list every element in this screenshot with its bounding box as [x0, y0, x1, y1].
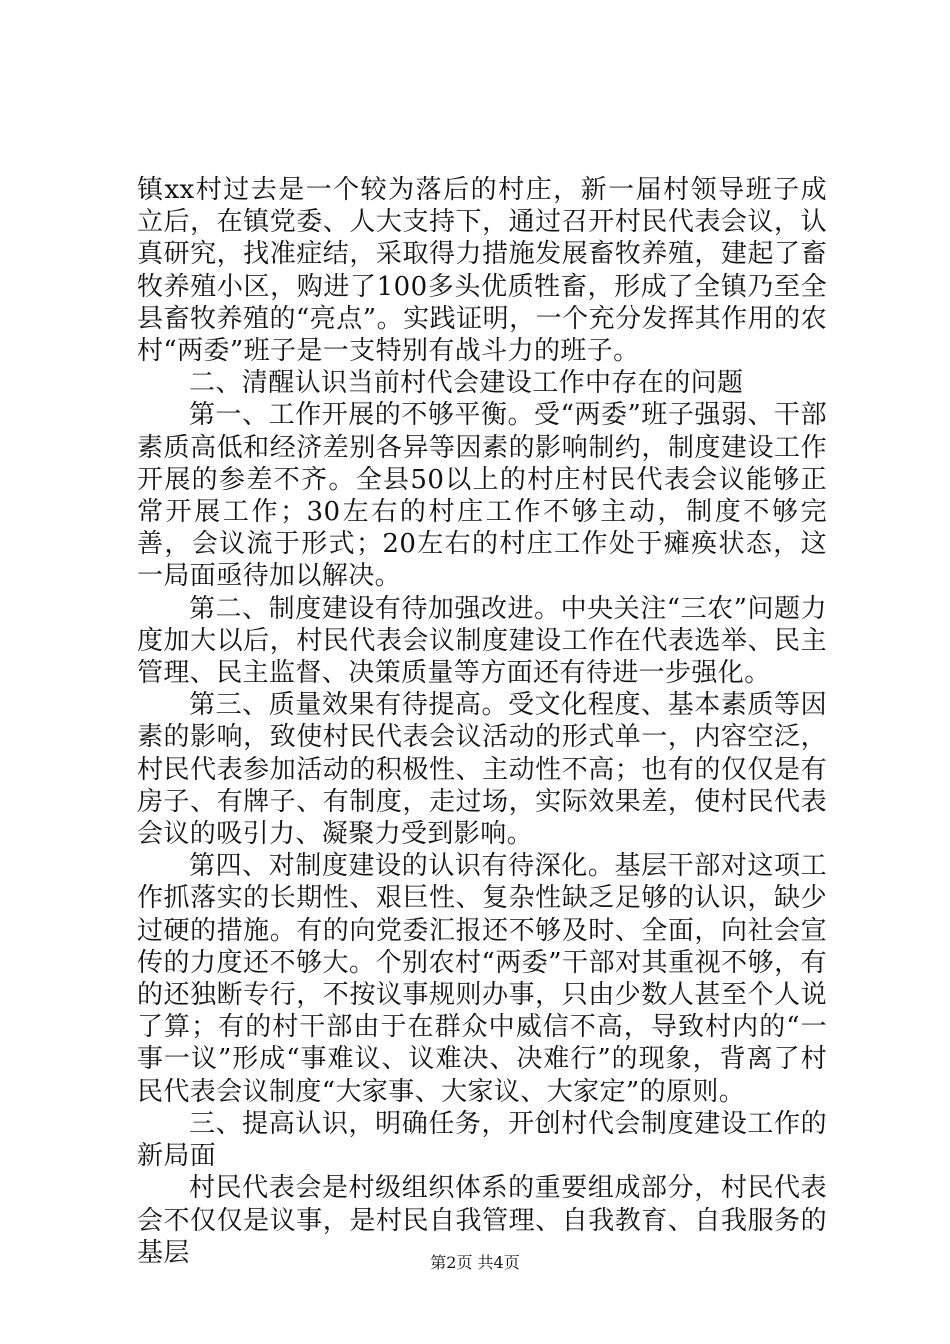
paragraph-point-3: 第三、质量效果有待提高。受文化程度、基本素质等因素的影响，致使村民代表会议活动的形式单一，内容空泛，村民代表参加活动的积极性、主动性不高；也有的仅仅是有房子、有牌子、有制度，走过场，实际效果差，使村民代表会议的吸引力、凝聚力受到影响。: [137, 690, 827, 850]
document-body: [137, 174, 827, 1269]
section-heading-3: 三、提高认识，明确任务，开创村代会制度建设工作的新局面: [137, 1108, 827, 1172]
page-number-footer: 第2页 共4页: [430, 1253, 520, 1272]
paragraph-closing: 村民代表会是村级组织体系的重要组成部分，村民代表会不仅仅是议事，是村民自我管理、自我教育、自我服务的基层: [137, 1173, 827, 1268]
section-heading-2: 二、清醒认识当前村代会建设工作中存在的问题: [189, 368, 744, 399]
paragraph-point-1: 第一、工作开展的不够平衡。受“两委”班子强弱、干部素质高低和经济差别各异等因素的影响制约，制度建设工作开展的参差不齐。全县50以上的村庄村民代表会议能够正常开展工作；30左右的村庄工作不够主动，制度不够完善，会议流于形式；20左右的村庄工作处于瘫痪状态，这一局面亟待加以解决。: [137, 400, 827, 592]
paragraph-point-4: 第四、对制度建设的认识有待深化。基层干部对这项工作抓落实的长期性、艰巨性、复杂性缺乏足够的认识，缺少过硬的措施。有的向党委汇报还不够及时、全面，向社会宣传的力度还不够大。个别农村“两委”干部对其重视不够，有的还独断专行，不按议事规则办事，只由少数人甚至个人说了算；有的村干部由于在群众中威信不高，导致村内的“一事一议”形成“事难议、议难决、决难行”的现象，背离了村民代表会议制度“大家事、大家议、大家定”的原则。: [137, 851, 827, 1107]
paragraph-intro: 镇xx村过去是一个较为落后的村庄，新一届村领导班子成立后，在镇党委、人大支持下，通过召开村民代表会议，认真研究，找准症结，采取得力措施发展畜牧养殖，建起了畜牧养殖小区，购进了100多头优质牲畜，形成了全镇乃至全县畜牧养殖的“亮点”。实践证明，一个充分发挥其作用的农村“两委”班子是一支特别有战斗力的班子。: [137, 175, 827, 367]
paragraph-point-2: 第二、制度建设有待加强改进。中央关注“三农”问题力度加大以后，村民代表会议制度建设工作在代表选举、民主管理、民主监督、决策质量等方面还有待进一步强化。: [137, 593, 827, 689]
